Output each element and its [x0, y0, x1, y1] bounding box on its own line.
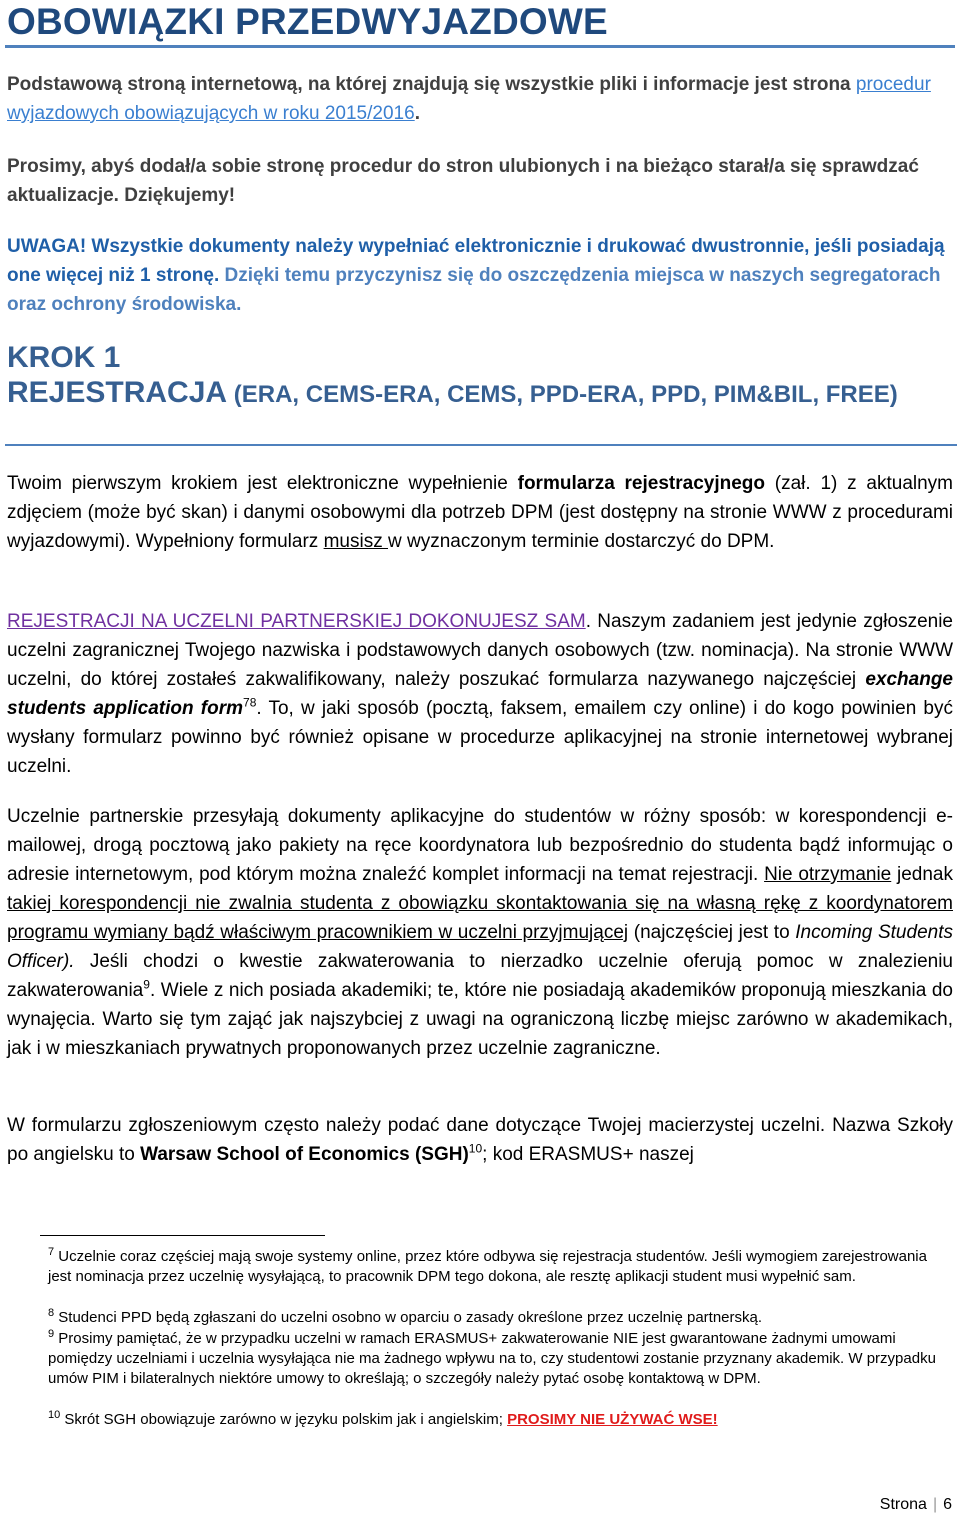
intro-paragraph-1 [7, 70, 953, 128]
not-receiving-underlined: Nie otrzymanie [764, 864, 892, 885]
step-heading: KROK 1 [7, 341, 121, 374]
body-paragraph-4 [7, 1111, 953, 1169]
page-label: Strona [879, 1496, 927, 1513]
p1-text-a: Twoim pierwszym krokiem jest elektroniczne wypełnienie [7, 473, 518, 494]
footnote-8 [48, 1308, 940, 1328]
warning-label: UWAGA! [7, 236, 87, 257]
school-english-name: Warsaw School of Economics (SGH) [140, 1144, 469, 1165]
intro-paragraph-2: Prosimy, abyś dodał/a sobie stronę procedur do stron ulubionych i na bieżąco starał/a się sprawdzać aktualizacje. Dziękujemy! [7, 156, 919, 206]
p4-text-a: W formularzu zgłoszeniowym często należy podać dane dotyczące Twojej macierzystej uczelni. Nazwa Szkoły po angielsku to [7, 1115, 953, 1165]
must-underlined: musisz [323, 531, 388, 552]
warning-environment-text: Dzięki temu przyczynisz się do oszczędzenia miejsca w naszych segregatorach oraz ochrony środowiska. [7, 265, 941, 315]
intro-period: . [414, 103, 420, 124]
footnote-7 [48, 1247, 940, 1287]
footnote-8-text: Studenci PPD będą zgłaszani do uczelni osobno w oparciu o zasady określone przez uczelnię partnerską. [54, 1309, 763, 1326]
footnote-ref-9: 9 [143, 977, 150, 992]
p1-text-c: w wyznaczonym terminie dostarczyć do DPM. [388, 531, 775, 552]
warning-duplex-text: Wszystkie dokumenty należy wypełniać elektronicznie i drukować dwustronnie, jeśli posiadają one więcej niż 1 stronę. [7, 236, 945, 286]
p3-text-b: jednak [891, 864, 953, 885]
footnote-7-text: Uczelnie coraz częściej mają swoje systemy online, przez które odbywa się rejestracja studentów. Jeśli wymogiem zarejestrowania jest nominacja przez uczelnię wysyłającą, to pracownik DPM tego dokona, ale resztę aplikacji student musi wypełnić sam. [48, 1248, 927, 1285]
incoming-officer-italic: Incoming Students Officer). [7, 922, 953, 972]
footnote-9-text: Prosimy pamiętać, że w przypadku uczelni w ramach ERASMUS+ zakwaterowanie NIE jest gwarantowane żadnymi umowami pomiędzy uczelniami i uczelnia wysyłająca nie ma żadnego wpływu na to, czy studentowi zostanie przyznany akademik. W przypadku umów PIM i bilateralnych niektóre umowy to określają; o szczegóły należy pytać osobę kontaktową w DPM. [48, 1330, 936, 1387]
procedures-link[interactable]: procedur wyjazdowych obowiązujących w roku 2015/2016 [7, 74, 931, 124]
section-underline [5, 444, 957, 446]
page-title: OBOWIĄZKI PRZEDWYJAZDOWE [7, 1, 608, 42]
application-form-name: exchange students application form [7, 669, 953, 719]
footnote-8-number: 8 [48, 1307, 55, 1319]
footnote-9 [48, 1329, 940, 1389]
page-number [880, 1496, 952, 1514]
p3-text-e: . Wiele z nich posiada akademiki; te, które nie posiadają akademików proponują mieszkania do wynajęcia. Warto się tym zająć jak najszybciej z uwagi na ograniczoną liczbę miejsc zarówno w akademikach, jak i w mieszkaniach prywatnych proponowanych przez uczelnie zagraniczne. [7, 980, 953, 1059]
p3-text-d: Jeśli chodzi o kwestie zakwaterowania to nierzadko uczelnie oferują pomoc w znalezieniu zakwaterowania [7, 951, 953, 1001]
p2-text-a: . Naszym zadaniem jest jedynie zgłoszenie uczelni zagranicznej Twojego nazwiska i podstawowych danych osobowych (tzw. nominacja). Na stronie WWW uczelni, do której zostałeś zakwalifikowany, należy poszukać formularza nazywanego najczęściej [7, 611, 953, 690]
body-paragraph-2 [7, 607, 953, 781]
warning-paragraph [7, 232, 953, 319]
p4-text-b: ; kod ERASMUS+ naszej [482, 1144, 694, 1165]
p1-text-b: (zał. 1) z aktualnym zdjęciem (może być skan) i danymi osobowymi dla potrzeb DPM (jest dostępny na stronie WWW z procedurami wyjazdowymi). Wypełniony formularz [7, 473, 954, 552]
partner-registration-notice: REJESTRACJI NA UCZELNI PARTNERSKIEJ DOKONUJESZ SAM [7, 611, 586, 632]
registration-heading [7, 376, 953, 412]
page-separator: | [932, 1496, 938, 1513]
title-underline [5, 45, 955, 48]
footnote-ref-78: 78 [243, 695, 257, 710]
registration-heading-programs: (ERA, CEMS-ERA, CEMS, PPD-ERA, PPD, PIM&BIL, FREE) [227, 381, 898, 408]
p3-text-a: Uczelnie partnerskie przesyłają dokumenty aplikacyjne do studentów w różny sposób: w korespondencji e-mailowej, drogą pocztową jako pakiety na ręce koordynatora lub bezpośrednio do studenta bądź informując o adresie internetowym, pod którym można znaleźć komplet informacji na temat rejestracji. [7, 806, 953, 885]
footnote-9-number: 9 [48, 1328, 55, 1340]
footnote-7-number: 7 [48, 1246, 55, 1258]
footnote-10-text: Skrót SGH obowiązuje zarówno w języku polskim jak i angielskim; [60, 1411, 508, 1428]
footnote-separator [40, 1235, 325, 1236]
p2-text-b: . To, w jaki sposób (pocztą, faksem, emailem czy online) i do kogo powinien być wysłany formularz powinno być również opisane w procedurze aplikacyjnej na stronie internetowej wybranej uczelni. [7, 698, 953, 777]
registration-form-name: formularza rejestracyjnego [517, 473, 765, 494]
page-number-value: 6 [943, 1496, 952, 1513]
p3-text-c: (najczęściej jest to [628, 922, 796, 943]
body-paragraph-3 [7, 802, 953, 1063]
body-paragraph-1 [7, 469, 953, 556]
obligation-underlined: takiej korespondencji nie zwalnia studenta z obowiązku skontaktowania się na własną rękę z koordynatorem programu wymiany bądź właściwym pracownikiem w uczelni przyjmującej [7, 893, 953, 943]
footnote-ref-10: 10 [468, 1141, 483, 1156]
intro-text: Podstawową stroną internetową, na której znajdują się wszystkie pliki i informacje jest strona [7, 74, 856, 95]
registration-heading-main: REJESTRACJA [7, 376, 228, 409]
footnote-10 [48, 1410, 940, 1430]
footnote-10-number: 10 [48, 1409, 61, 1421]
wse-warning: PROSIMY NIE UŻYWAĆ WSE! [507, 1411, 718, 1428]
